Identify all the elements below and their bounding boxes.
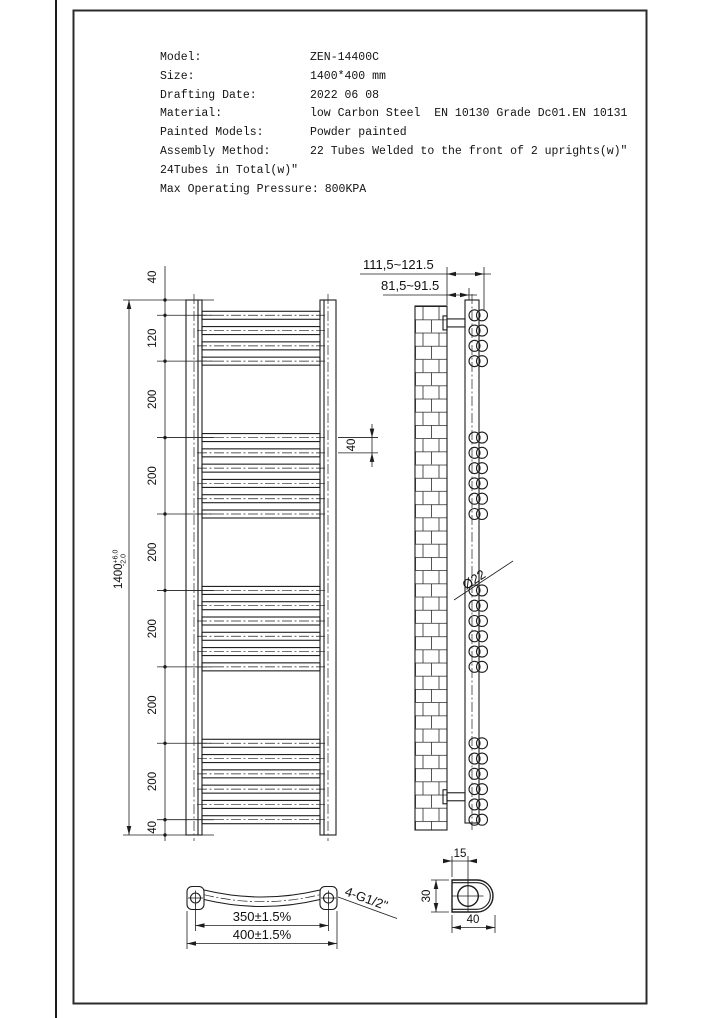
spec-value: 1400*400 mm [310,69,386,83]
overall-width-dim: 400±1.5% [232,927,292,942]
plan-view [187,884,397,949]
chain-dim-label: 40 [147,820,159,834]
dim-arrow [127,826,132,835]
tube-section-circle [477,325,488,336]
chain-dim-label: 200 [147,619,159,639]
tube-section-circle [477,784,488,795]
spec-label: Model: [160,51,202,64]
dim-arrow [370,453,375,462]
tube-section-circle [477,508,488,519]
tube-section-circle [477,310,488,321]
dim-arrow [443,859,452,864]
tube-section-circle [477,600,488,611]
dim-arrow [187,941,196,946]
overall-height-dim: $1400^{+6.0}-2.0$ [112,549,128,589]
spec-label: Max Operating Pressure: [160,182,319,196]
profile-bottom-dim: 40 [466,914,480,926]
tube-diameter-callout: Ø22 [459,566,489,593]
tube-section-circle [477,661,488,672]
upright-profile-detail [421,848,495,933]
spec-label: Drafting Date: [160,88,257,102]
tube-section-circle [477,585,488,596]
tube-section-circle [477,340,488,351]
chain-dim-label: 120 [147,328,159,348]
wall-bracket-arm [447,319,465,327]
tube-pitch-dim: 40 [346,438,358,452]
upright-centres-dim: 350±1.5% [232,909,292,924]
spec-note: 24Tubes in Total(w)" [160,163,299,177]
dim-arrow [486,925,495,930]
profile-left-dim: 30 [421,889,433,903]
wall-to-upright-dim: 81,5~91.5 [381,278,440,293]
dim-arrow [468,859,477,864]
spec-value: 2022 06 08 [310,88,380,102]
chain-dim-label: 200 [147,695,159,715]
spec-label: Material: [160,107,223,121]
dim-arrow [447,272,456,277]
curved-tube-top [204,890,320,897]
spec-label: Assembly Method: [160,144,271,158]
profile-top-dim: 15 [453,848,467,860]
tube-section-circle [477,493,488,504]
front-view-elevation [113,266,379,841]
tube-section-circle [477,463,488,474]
wall-to-tube-dim: 111,5~121.5 [363,257,434,272]
tube-section-circle [477,738,488,749]
dim-arrow [434,903,439,912]
chain-dim-label: 40 [147,270,159,284]
tube-section-circle [477,447,488,458]
dim-arrow [447,293,456,298]
chain-dim-label: 200 [147,542,159,562]
brick-wall [415,306,447,830]
dim-arrow [328,941,337,946]
chain-dim-label: 200 [147,771,159,792]
spec-label: Painted Models: [160,126,264,140]
dim-arrow [127,300,132,309]
tube-section-circle [477,615,488,626]
spec-value: Powder painted [310,126,407,140]
tube-section-circle [477,356,488,367]
dim-arrow [460,293,469,298]
tube-section-circle [477,814,488,825]
chain-dim-label: 200 [147,389,159,409]
spec-value: 800KPA [324,182,367,196]
dim-arrow [320,923,329,928]
dim-arrow [370,429,375,438]
tube-section-circle [477,753,488,764]
dim-arrow [196,923,205,928]
spec-label: Size: [160,69,195,83]
chain-dim-label: 200 [147,466,159,486]
tube-section-circle [477,799,488,810]
dim-arrow [452,925,461,930]
connection-callout: 4-G1/2" [342,883,390,913]
tube-section-circle [477,631,488,642]
side-view [360,257,513,830]
spec-value: low Carbon Steel EN 10130 Grade Dc01.EN 10131 [310,107,628,121]
tube-section-circle [477,432,488,443]
curved-tube-bottom [204,900,320,907]
spec-value: 22 Tubes Welded to the front of 2 uprights(w)" [310,144,628,158]
spec-value: ZEN-14400C [310,51,380,64]
tube-section-circle [477,768,488,779]
sheet-border [74,11,647,1004]
dim-arrow [434,880,439,889]
tube-section-circle [477,646,488,657]
wall-bracket-arm [447,793,465,801]
tube-section-circle [477,478,488,489]
tube-centerline [204,895,320,902]
dim-arrow [475,272,484,277]
